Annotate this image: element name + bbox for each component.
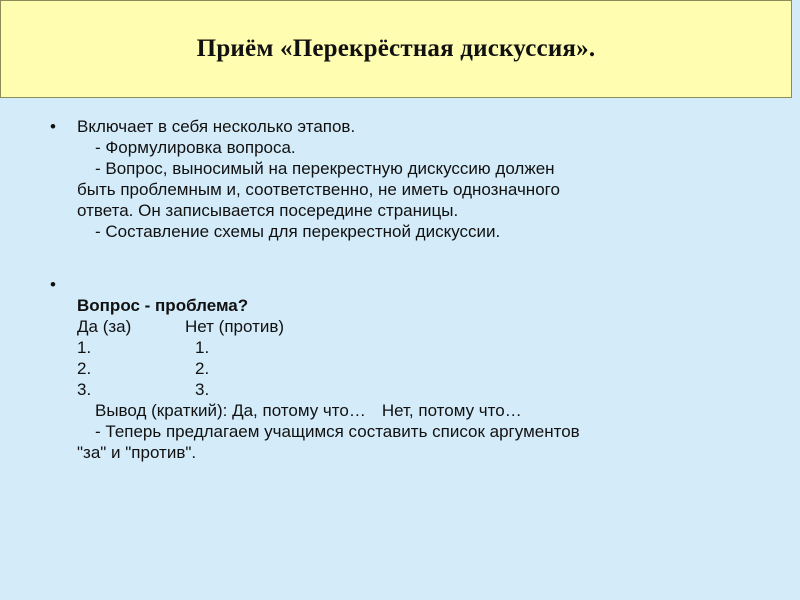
bullet-dot-icon: •: [50, 117, 56, 136]
row-right-number: 1.: [195, 338, 210, 357]
row-left-number: 1.: [77, 338, 92, 357]
empty-line: [77, 274, 748, 295]
row-right-number: 2.: [195, 359, 210, 378]
scheme-conclusion: [77, 400, 748, 421]
scheme-columns-header: [77, 316, 748, 337]
stage-formulation: - Формулировка вопроса.: [95, 138, 296, 157]
scheme-heading: Вопрос - проблема?: [77, 296, 249, 315]
slide-content: [48, 116, 748, 463]
task-line-1: - Теперь предлагаем учащимся составить список аргументов: [95, 422, 580, 441]
task-line-2: "за" и "против".: [77, 443, 197, 462]
conclusion-yes: Вывод (краткий): Да, потому что…: [95, 401, 366, 420]
scheme-row: [77, 379, 748, 400]
row-right-number: 3.: [195, 380, 210, 399]
conclusion-no: Нет, потому что…: [381, 401, 522, 420]
bullet-dot-icon: •: [50, 275, 56, 294]
bullet-gap: [48, 242, 748, 274]
slide-title: Приём «Перекрёстная дискуссия».: [196, 35, 596, 62]
row-left-number: 2.: [77, 359, 92, 378]
stage-scheme: - Составление схемы для перекрестной дискуссии.: [95, 222, 501, 241]
stages-lead: Включает в себя несколько этапов.: [77, 117, 356, 136]
title-banner: [0, 0, 792, 98]
scheme-row: [77, 337, 748, 358]
stage-question-line-2: быть проблемным и, соответственно, не иметь однозначного: [77, 180, 560, 199]
bullet-scheme: [48, 274, 748, 463]
stage-question-line-1: - Вопрос, выносимый на перекрестную дискуссию должен: [95, 159, 555, 178]
column-against-label: Нет (против): [185, 317, 285, 336]
row-left-number: 3.: [77, 380, 92, 399]
stage-question-line-3: ответа. Он записывается посередине страницы.: [77, 201, 459, 220]
column-for-label: Да (за): [77, 317, 132, 336]
scheme-row: [77, 358, 748, 379]
bullet-stages: [48, 116, 748, 242]
